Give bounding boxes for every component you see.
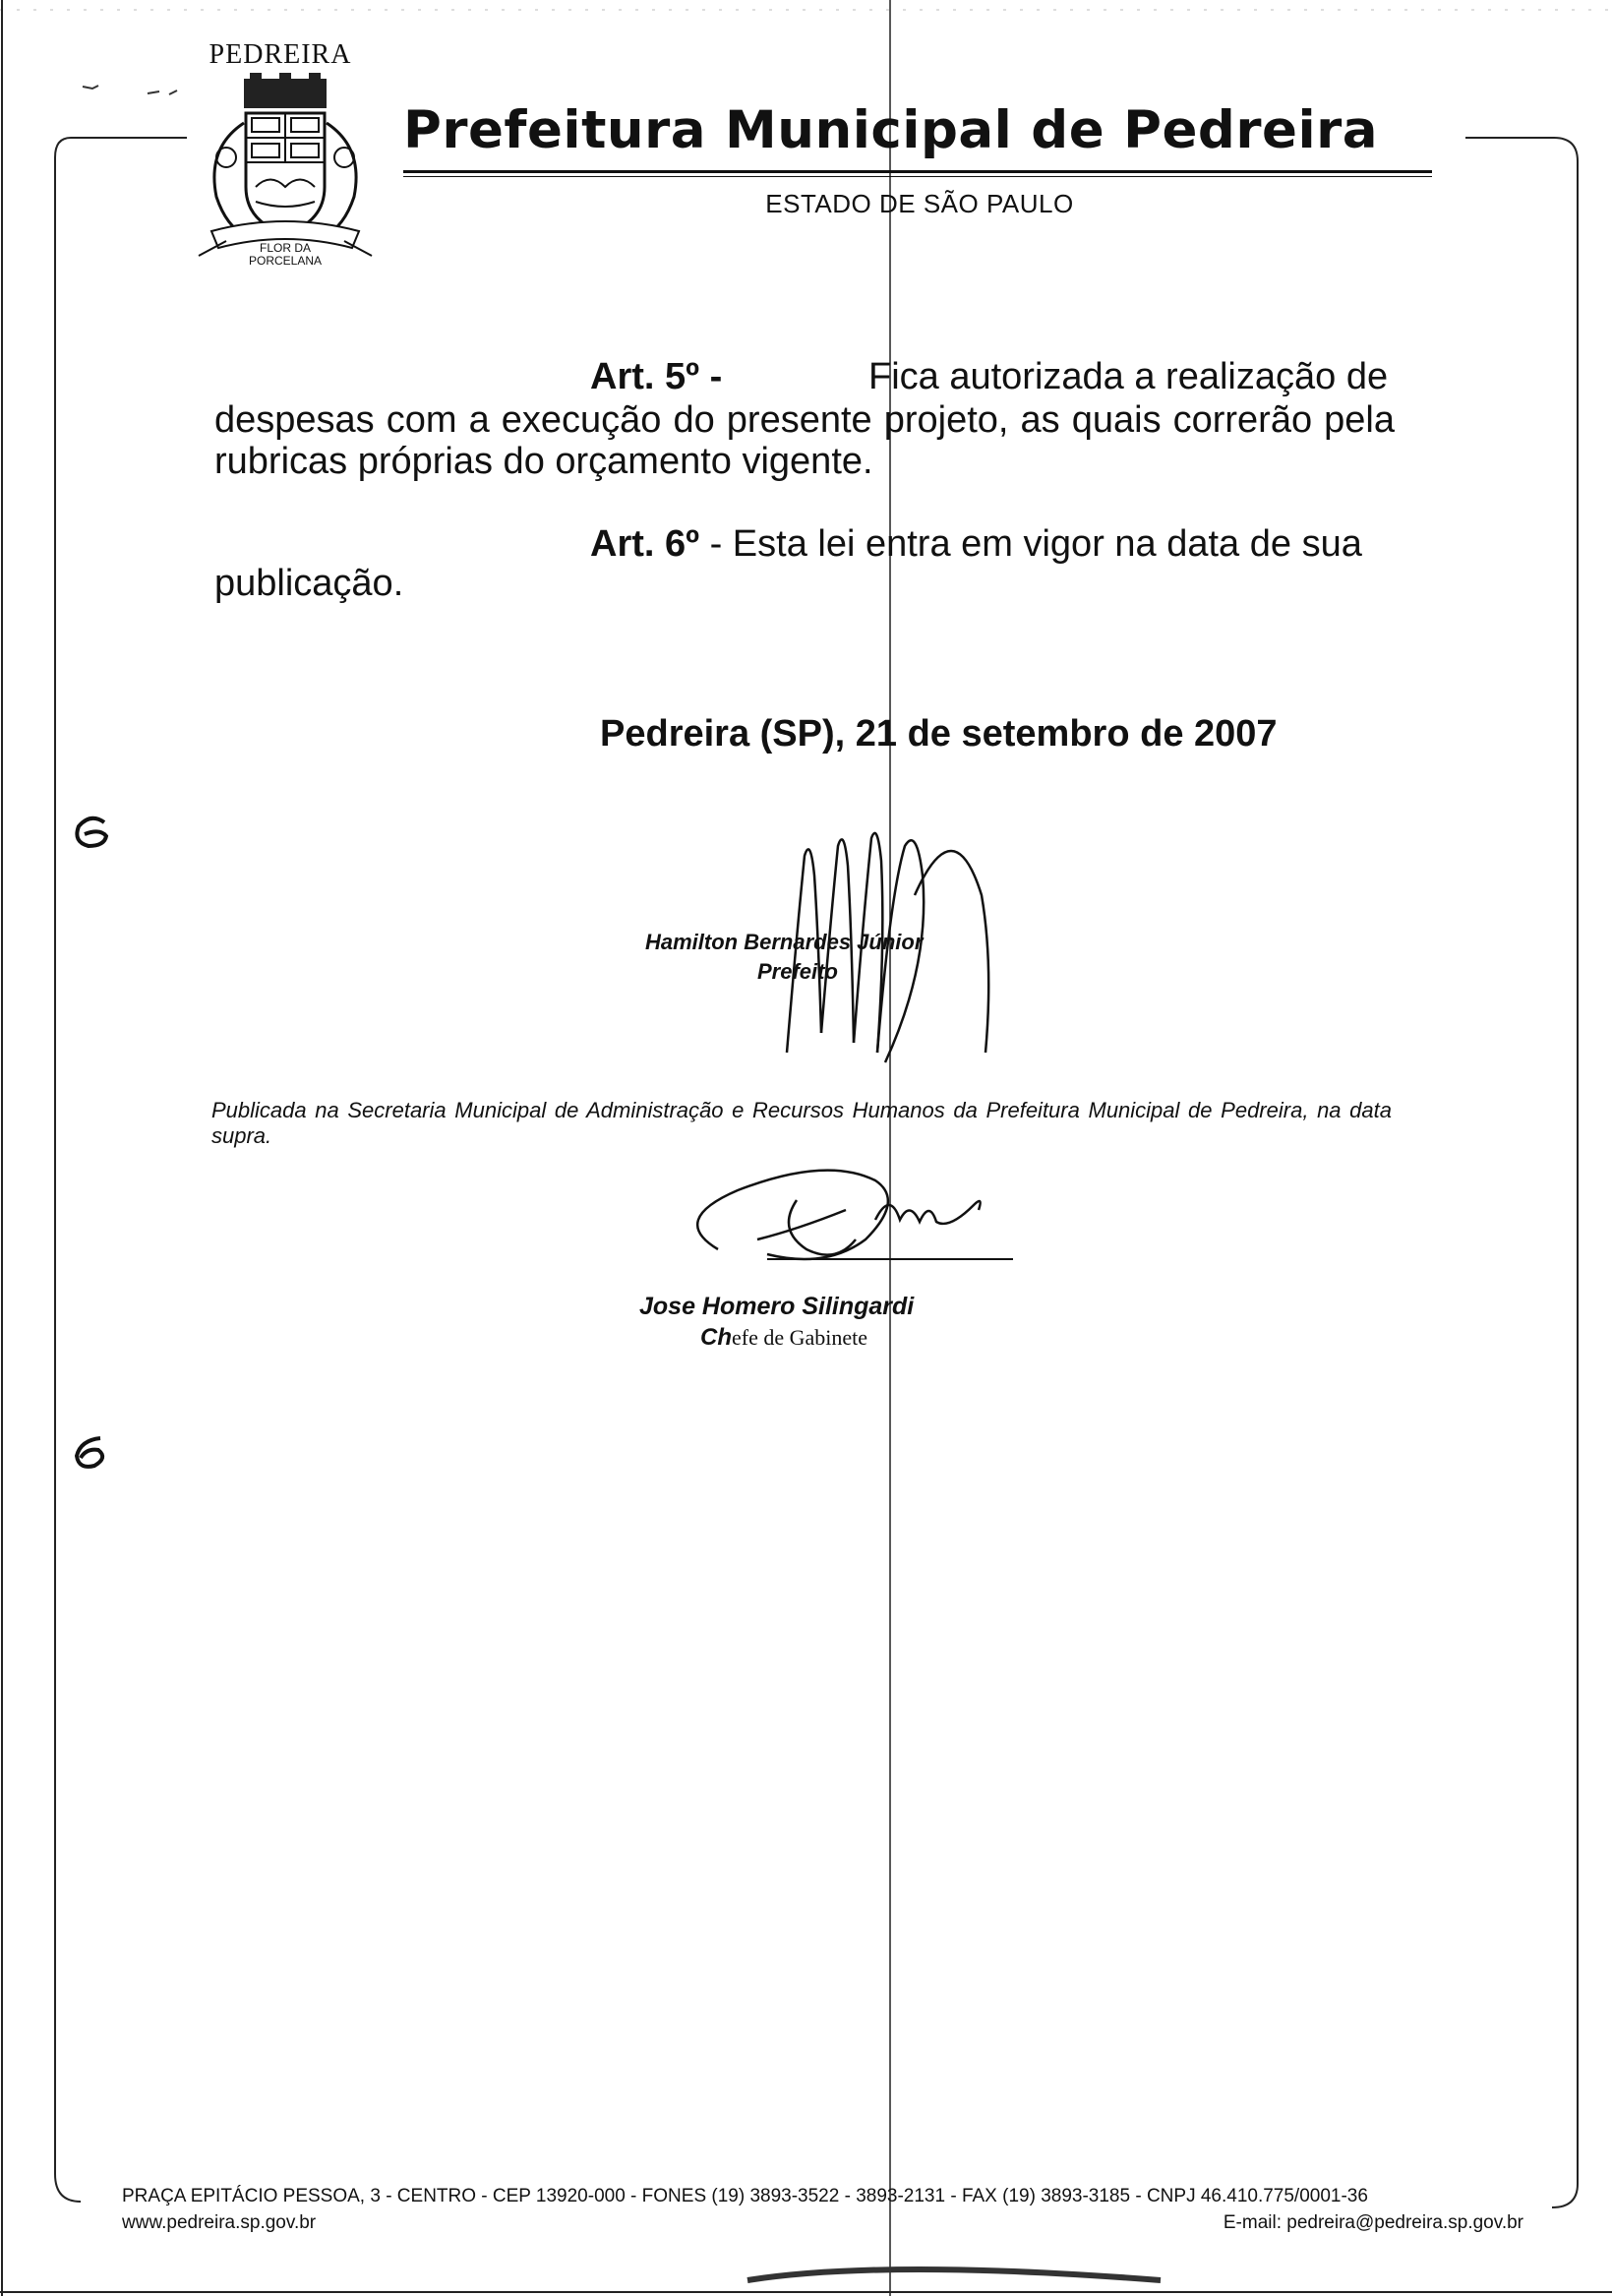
article-6-line1 bbox=[590, 523, 1362, 566]
article-5-word: a bbox=[468, 399, 490, 441]
article-5-word: do bbox=[673, 399, 715, 441]
article-5-line1: Fica autorizada a realização de bbox=[868, 356, 1389, 397]
article-5-label: Art. 5º - bbox=[590, 356, 723, 397]
mayor-name: Hamilton Bernardes Júnior bbox=[645, 930, 924, 954]
article-5-word: despesas bbox=[214, 399, 375, 441]
article-5-word: quais bbox=[1071, 399, 1162, 441]
article-5-word: execução bbox=[501, 399, 662, 441]
article-5-word: projeto, bbox=[883, 399, 1009, 441]
date-line: Pedreira (SP), 21 de setembro de 2007 bbox=[600, 713, 1278, 755]
chief-role bbox=[700, 1324, 867, 1352]
article-5-word: com bbox=[386, 399, 457, 441]
article-5-line3: rubricas próprias do orçamento vigente. bbox=[214, 441, 873, 482]
crest-caption bbox=[236, 242, 334, 268]
article-6-text: - Esta lei entra em vigor na data de sua bbox=[709, 523, 1362, 565]
article-5-word: pela bbox=[1324, 399, 1395, 441]
publication-note: Publicada na Secretaria Municipal de Administração e Recursos Humanos da Prefeitura Municipal de Pedreira, na data supra. bbox=[211, 1098, 1392, 1148]
article-5-word: correrão bbox=[1172, 399, 1313, 441]
chief-name: Jose Homero Silingardi bbox=[639, 1293, 915, 1320]
article-5-word: as bbox=[1020, 399, 1060, 441]
mayor-role: Prefeito bbox=[757, 959, 838, 984]
footer-website: www.pedreira.sp.gov.br bbox=[122, 2212, 317, 2233]
article-6-label: Art. 6º bbox=[590, 523, 700, 565]
chief-signature-icon bbox=[679, 1161, 1033, 1289]
article-6-line2: publicação. bbox=[214, 563, 404, 604]
footer-email: E-mail: pedreira@pedreira.sp.gov.br bbox=[1223, 2212, 1523, 2233]
footer-contacts bbox=[122, 2212, 1523, 2234]
page-title: Prefeitura Municipal de Pedreira bbox=[403, 100, 1379, 160]
crest-caption-line1: FLOR DA bbox=[259, 241, 311, 255]
title-rule bbox=[403, 170, 1432, 173]
chief-role-rest: efe de Gabinete bbox=[732, 1325, 868, 1350]
title-rule-thin bbox=[403, 176, 1432, 177]
crest-top-text: PEDREIRA bbox=[209, 39, 352, 70]
page-mark-icon bbox=[71, 1432, 114, 1472]
article-5-word: presente bbox=[726, 399, 872, 441]
chief-role-prefix: Ch bbox=[700, 1324, 732, 1351]
page-mark-icon bbox=[71, 813, 114, 852]
state-subtitle: ESTADO DE SÃO PAULO bbox=[765, 189, 1074, 218]
crest-caption-line2: PORCELANA bbox=[248, 254, 323, 268]
article-5-line2 bbox=[214, 399, 1395, 442]
footer-address: PRAÇA EPITÁCIO PESSOA, 3 - CENTRO - CEP 13920-000 - FONES (19) 3893-3522 - 3893-2131 - FAX (19) 3893-3185 - CNPJ 46.410.775/0001-36 bbox=[122, 2186, 1368, 2206]
